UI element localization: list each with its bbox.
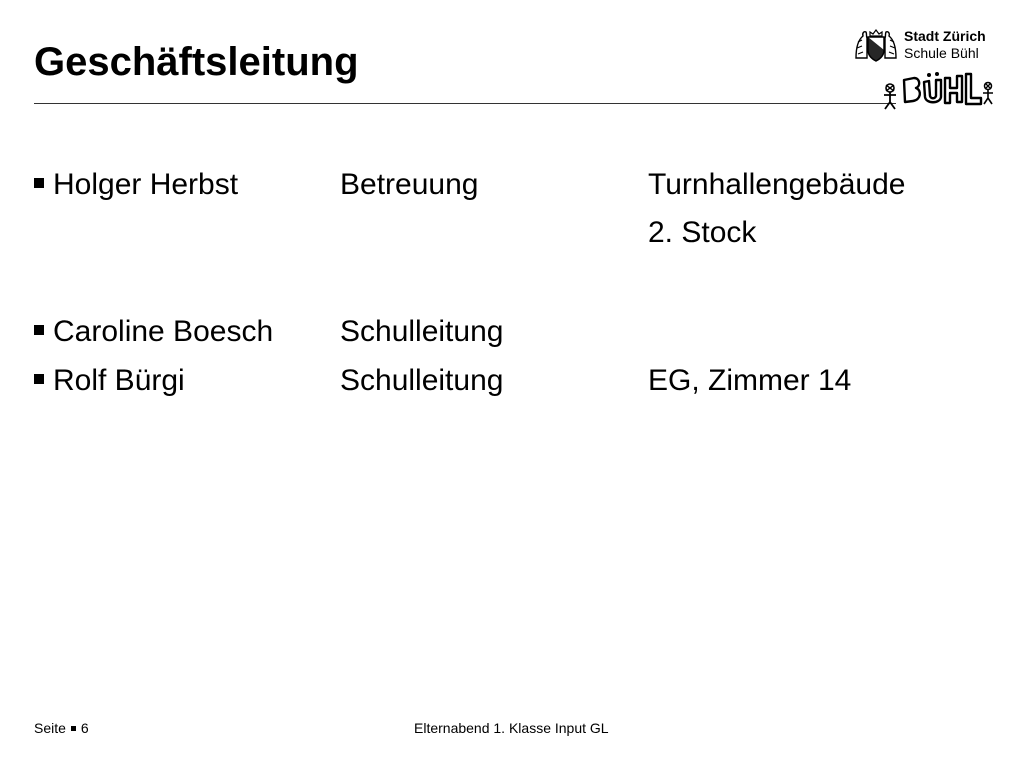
person-role: Betreuung xyxy=(340,168,479,201)
person-location: EG, Zimmer 14 xyxy=(648,364,852,397)
page-title: Geschäftsleitung xyxy=(34,40,359,84)
person-name: Holger Herbst xyxy=(53,168,239,201)
person-role: Schulleitung xyxy=(340,315,504,348)
square-bullet-icon xyxy=(34,325,44,335)
square-separator-icon xyxy=(71,726,76,731)
square-bullet-icon xyxy=(34,178,44,188)
title-divider xyxy=(34,103,896,104)
person-location: Turnhallengebäude xyxy=(648,168,906,201)
person-name: Caroline Boesch xyxy=(53,315,274,348)
logo-city-name: Stadt Zürich xyxy=(904,28,986,44)
page-number: 6 xyxy=(80,720,89,736)
page-label: Seite xyxy=(34,720,66,736)
square-bullet-icon xyxy=(34,374,44,384)
person-location-line2: 2. Stock xyxy=(648,216,757,249)
zurich-coat-of-arms-icon xyxy=(854,28,898,64)
person-name: Rolf Bürgi xyxy=(53,364,185,397)
person-role: Schulleitung xyxy=(340,364,504,397)
logo-school-name: Schule Bühl xyxy=(904,45,979,61)
footer-presentation-title: Elternabend 1. Klasse Input GL xyxy=(414,720,609,736)
buehl-wordmark-logo xyxy=(880,66,996,114)
page-indicator xyxy=(34,718,89,738)
